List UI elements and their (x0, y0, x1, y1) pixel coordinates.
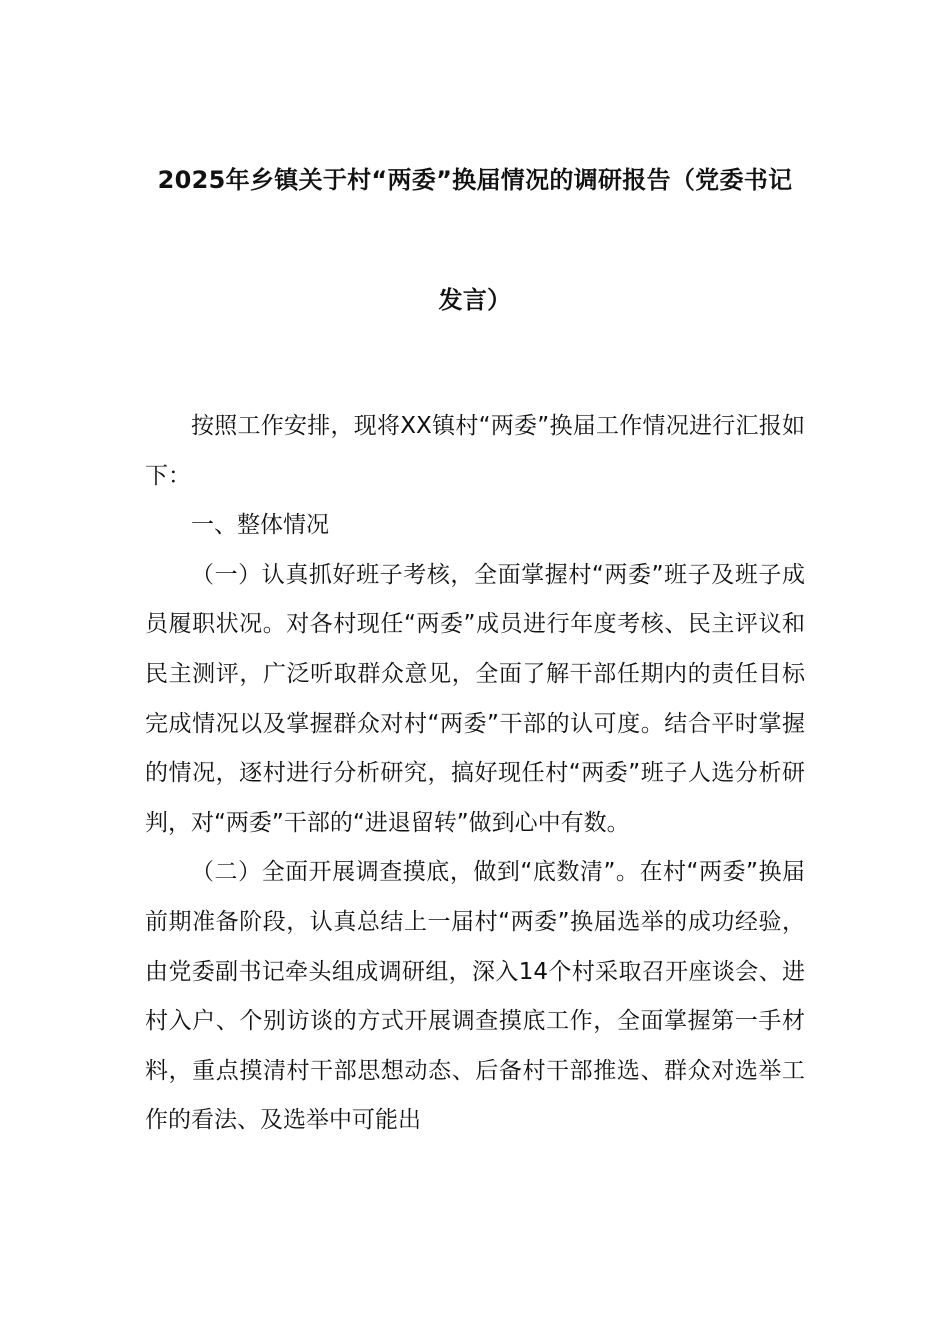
paragraph-intro: 按照工作安排，现将XX镇村“两委”换届工作情况进行汇报如下： (145, 413, 805, 489)
document-title-line-1: 2025年乡镇关于村“两委”换届情况的调研报告（党委书记 (157, 166, 793, 194)
document-title-line-2: 发言） (438, 286, 512, 314)
section-heading-overall: 一、整体情况 (191, 512, 329, 539)
document-body (145, 402, 805, 1146)
paragraph-survey: （二）全面开展调查摸底，做到“底数清”。在村“两委”换届前期准备阶段，认真总结上一届村“两委”换届选举的成功经验，由党委副书记牵头组成调研组，深入14个村采取召开座谈会、进村入户、个别访谈的方式开展调查摸底工作，全面掌握第一手材料，重点摸清村干部思想动态、后备村干部推选、群众对选举工作的看法、及选举中可能出 (145, 859, 805, 1134)
paragraph-assessment: （一）认真抓好班子考核，全面掌握村“两委”班子及班子成员履职状况。对各村现任“两委”成员进行年度考核、民主评议和民主测评，广泛听取群众意见，全面了解干部任期内的责任目标完成情况以及掌握群众对村“两委”干部的认可度。结合平时掌握的情况，逐村进行分析研究，搞好现任村“两委”班子人选分析研判，对“两委”干部的“进退留转”做到心中有数。 (145, 561, 805, 836)
